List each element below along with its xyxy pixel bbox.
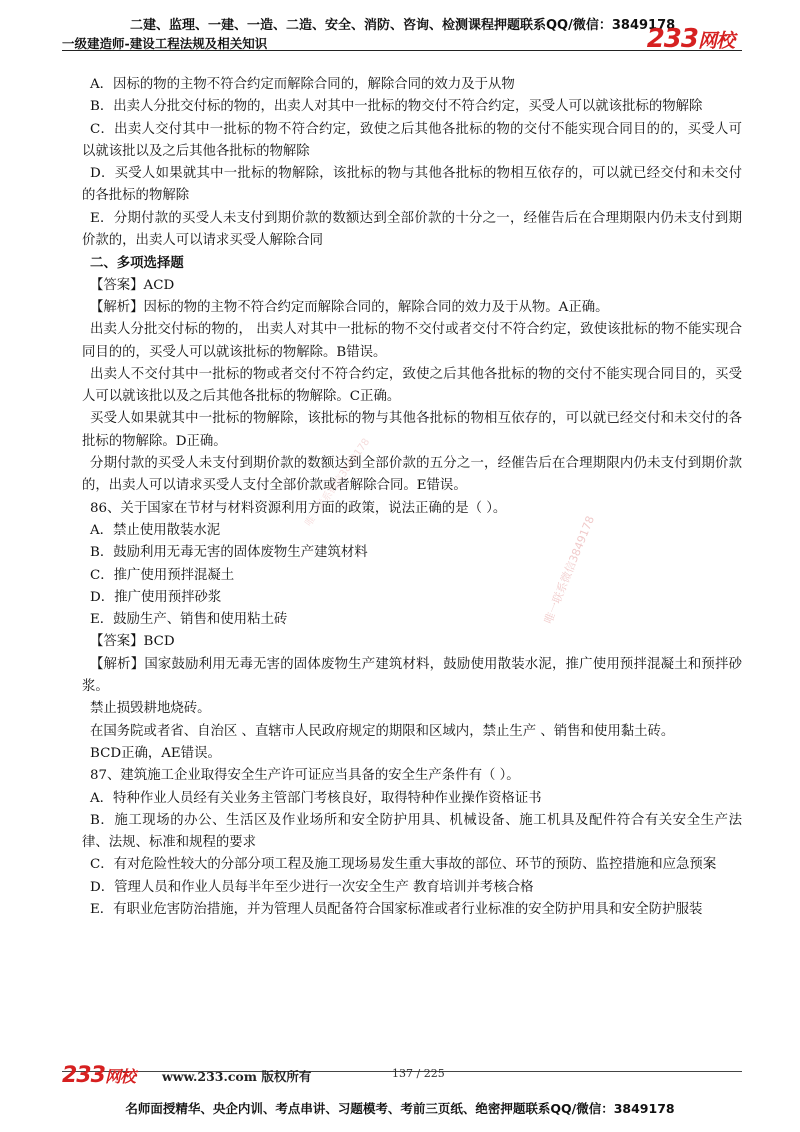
analysis-paragraph: 禁止损毁耕地烧砖。: [90, 701, 211, 717]
question-87: 87、建筑施工企业取得安全生产许可证应当具备的安全生产条件有（ ）。: [90, 768, 520, 784]
footer-logo: [62, 1063, 135, 1088]
analysis-paragraph: 分期付款的买受人未支付到期价款的数额达到全部价款的五分之一，经催告后在合理期限内仍未支付到期价款的，出卖人可以请求买受人支付全部价款或者解除合同。E错误。: [82, 456, 742, 494]
logo-number: 233: [646, 24, 698, 54]
paragraph: C．出卖人交付其中一批标的物不符合约定，致使之后其他各批标的物的交付不能实现合同目的的，买受人可以就该批以及之后其他各批标的物解除: [82, 121, 742, 159]
page-footer: [62, 1063, 742, 1089]
analysis-paragraph: 【解析】国家鼓励利用无毒无害的固体废物生产建筑材料，鼓励使用散装水泥，推广使用预拌混凝土和预拌砂浆。: [82, 656, 742, 695]
section-heading: 二、多项选择题: [90, 255, 184, 272]
option-d: D．管理人员和作业人员每半年至少进行一次安全生产 教育培训并考核合格: [90, 879, 534, 895]
analysis-paragraph: 【解析】因标的物的主物不符合约定而解除合同的，解除合同的效力及于从物。A正确。: [90, 299, 609, 315]
option-e: E．有职业危害防治措施，并为管理人员配备符合国家标准或者行业标准的安全防护用具和安全防护服装: [90, 901, 703, 917]
option-a: A．特种作业人员经有关业务主管部门考核良好，取得特种作业操作资格证书: [90, 790, 542, 806]
header-subject-title: 一级建造师-建设工程法规及相关知识: [62, 36, 268, 51]
answer-label: 【答案】BCD: [90, 634, 175, 650]
option-c: C．推广使用预拌混凝土: [90, 567, 235, 583]
footer-copyright: www.233.com 版权所有: [162, 1069, 312, 1084]
logo-text: 网校: [697, 30, 734, 52]
page-number: 137 / 225: [392, 1067, 445, 1080]
analysis-paragraph: 买受人如果就其中一批标的物解除，该批标的物与其他各批标的物相互依存的，可以就已经交付和未交付的各批标的物解除。D正确。: [82, 411, 742, 449]
option-a: A．禁止使用散装水泥: [90, 522, 221, 538]
logo-number: 233: [62, 1063, 105, 1088]
analysis-paragraph: 出卖人不交付其中一批标的物或者交付不符合约定，致使之后其他各批标的物的交付不能实现合同目的，买受人可以就该批以及之后其他各批标的物解除。C正确。: [82, 366, 742, 405]
bottom-contact-note: 名师面授精华、央企内训、考点串讲、习题模考、考前三页纸、绝密押题联系QQ/微信：3849178: [125, 1101, 675, 1116]
answer-label: 【答案】ACD: [90, 277, 175, 293]
option-b: B．施工现场的办公、生活区及作业场所和安全防护用具、机械设备、施工机具及配件符合有关安全生产法律、法规、标准和规程的要求: [82, 812, 742, 851]
analysis-paragraph: 在国务院或者省、自治区 、直辖市人民政府规定的期限和区域内，禁止生产 、销售和使用黏土砖。: [90, 723, 675, 739]
option-d: D．推广使用预拌砂浆: [90, 589, 222, 605]
question-86: 86、关于国家在节材与材料资源利用方面的政策，说法正确的是（ ）。: [90, 500, 507, 516]
option-e: E．鼓励生产、销售和使用粘土砖: [90, 612, 288, 628]
analysis-paragraph: 出卖人分批交付标的物的， 出卖人对其中一批标的物不交付或者交付不符合约定，致使该批标的物不能实现合同目的的，买受人可以就该批标的物解除。B错误。: [82, 322, 742, 360]
paragraph: A．因标的物的主物不符合约定而解除合同的，解除合同的效力及于从物: [90, 77, 515, 92]
watermark: 唯一联系微信3849178: [541, 514, 597, 626]
paragraph: E．分期付款的买受人未支付到期价款的数额达到全部价款的十分之一，经催告后在合理期限内仍未支付到期价款的，出卖人可以请求买受人解除合同: [82, 210, 742, 249]
logo-text: 网校: [104, 1067, 135, 1086]
option-c: C．有对危险性较大的分部分项工程及施工现场易发生重大事故的部位、环节的预防、监控措施和应急预案: [90, 857, 717, 873]
page-header: [62, 14, 742, 54]
watermark: 唯一联系微信3849178: [303, 436, 373, 529]
header-contact-line: 二建、监理、一建、一造、二造、安全、消防、咨询、检测课程押题联系QQ/微信：3849178: [130, 18, 676, 33]
paragraph: B．出卖人分批交付标的物的，出卖人对其中一批标的物交付不符合约定，买受人可以就该批标的物解除: [90, 99, 703, 115]
option-b: B．鼓励利用无毒无害的固体废物生产建筑材料: [90, 545, 368, 561]
paragraph: D．买受人如果就其中一批标的物解除，该批标的物与其他各批标的物相互依存的，可以就已经交付和未交付的各批标的物解除: [82, 166, 742, 204]
document-body: [82, 74, 742, 921]
header-divider: [62, 50, 742, 51]
analysis-paragraph: BCD正确，AE错误。: [90, 745, 221, 761]
